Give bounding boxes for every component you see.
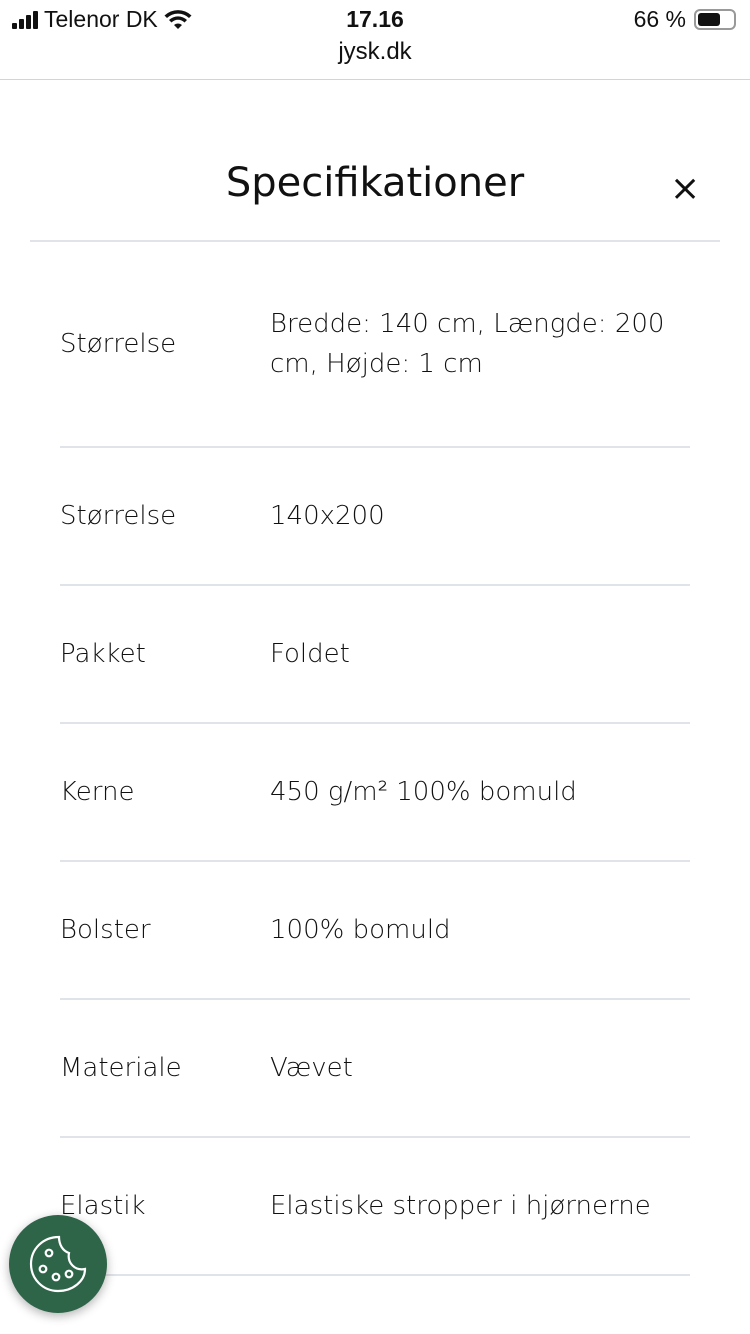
spec-label: Materiale xyxy=(60,1053,182,1083)
spec-label: Pakket xyxy=(60,639,146,669)
modal-title: Specifikationer xyxy=(225,160,525,206)
spec-row xyxy=(60,862,690,1000)
spec-value: 450 g/m² 100% bomuld xyxy=(270,777,577,807)
spec-label: Størrelse xyxy=(60,329,177,359)
spec-value: 140x200 xyxy=(270,501,385,531)
url-bar[interactable]: jysk.dk xyxy=(338,38,412,65)
spec-label: Kerne xyxy=(60,777,135,807)
spec-value: Vævet xyxy=(270,1053,353,1083)
spec-row xyxy=(60,242,690,448)
battery-percent: 66 % xyxy=(633,6,686,32)
spec-row xyxy=(60,1138,690,1276)
clock: 17.16 xyxy=(346,6,404,32)
close-icon[interactable]: × xyxy=(670,168,701,209)
battery-icon xyxy=(694,9,736,30)
spec-value: Elastiske stropper i hjørnerne xyxy=(270,1191,651,1221)
status-bar xyxy=(0,0,750,80)
spec-label: Bolster xyxy=(60,915,151,945)
spec-label: Elastik xyxy=(60,1191,146,1221)
spec-value: Bredde: 140 cm, Længde: 200 cm, Højde: 1 cm xyxy=(270,309,665,379)
spec-label: Størrelse xyxy=(60,501,177,531)
spec-row xyxy=(60,448,690,586)
spec-list xyxy=(60,242,690,1276)
battery xyxy=(634,6,736,33)
spec-row xyxy=(60,1000,690,1138)
cookie-icon xyxy=(23,1229,93,1299)
spec-row xyxy=(60,724,690,862)
spec-value: Foldet xyxy=(270,639,350,669)
spec-row xyxy=(60,586,690,724)
spec-value: 100% bomuld xyxy=(270,915,451,945)
cookie-settings-button[interactable] xyxy=(9,1215,107,1313)
carrier-name: Telenor DK xyxy=(44,6,158,32)
